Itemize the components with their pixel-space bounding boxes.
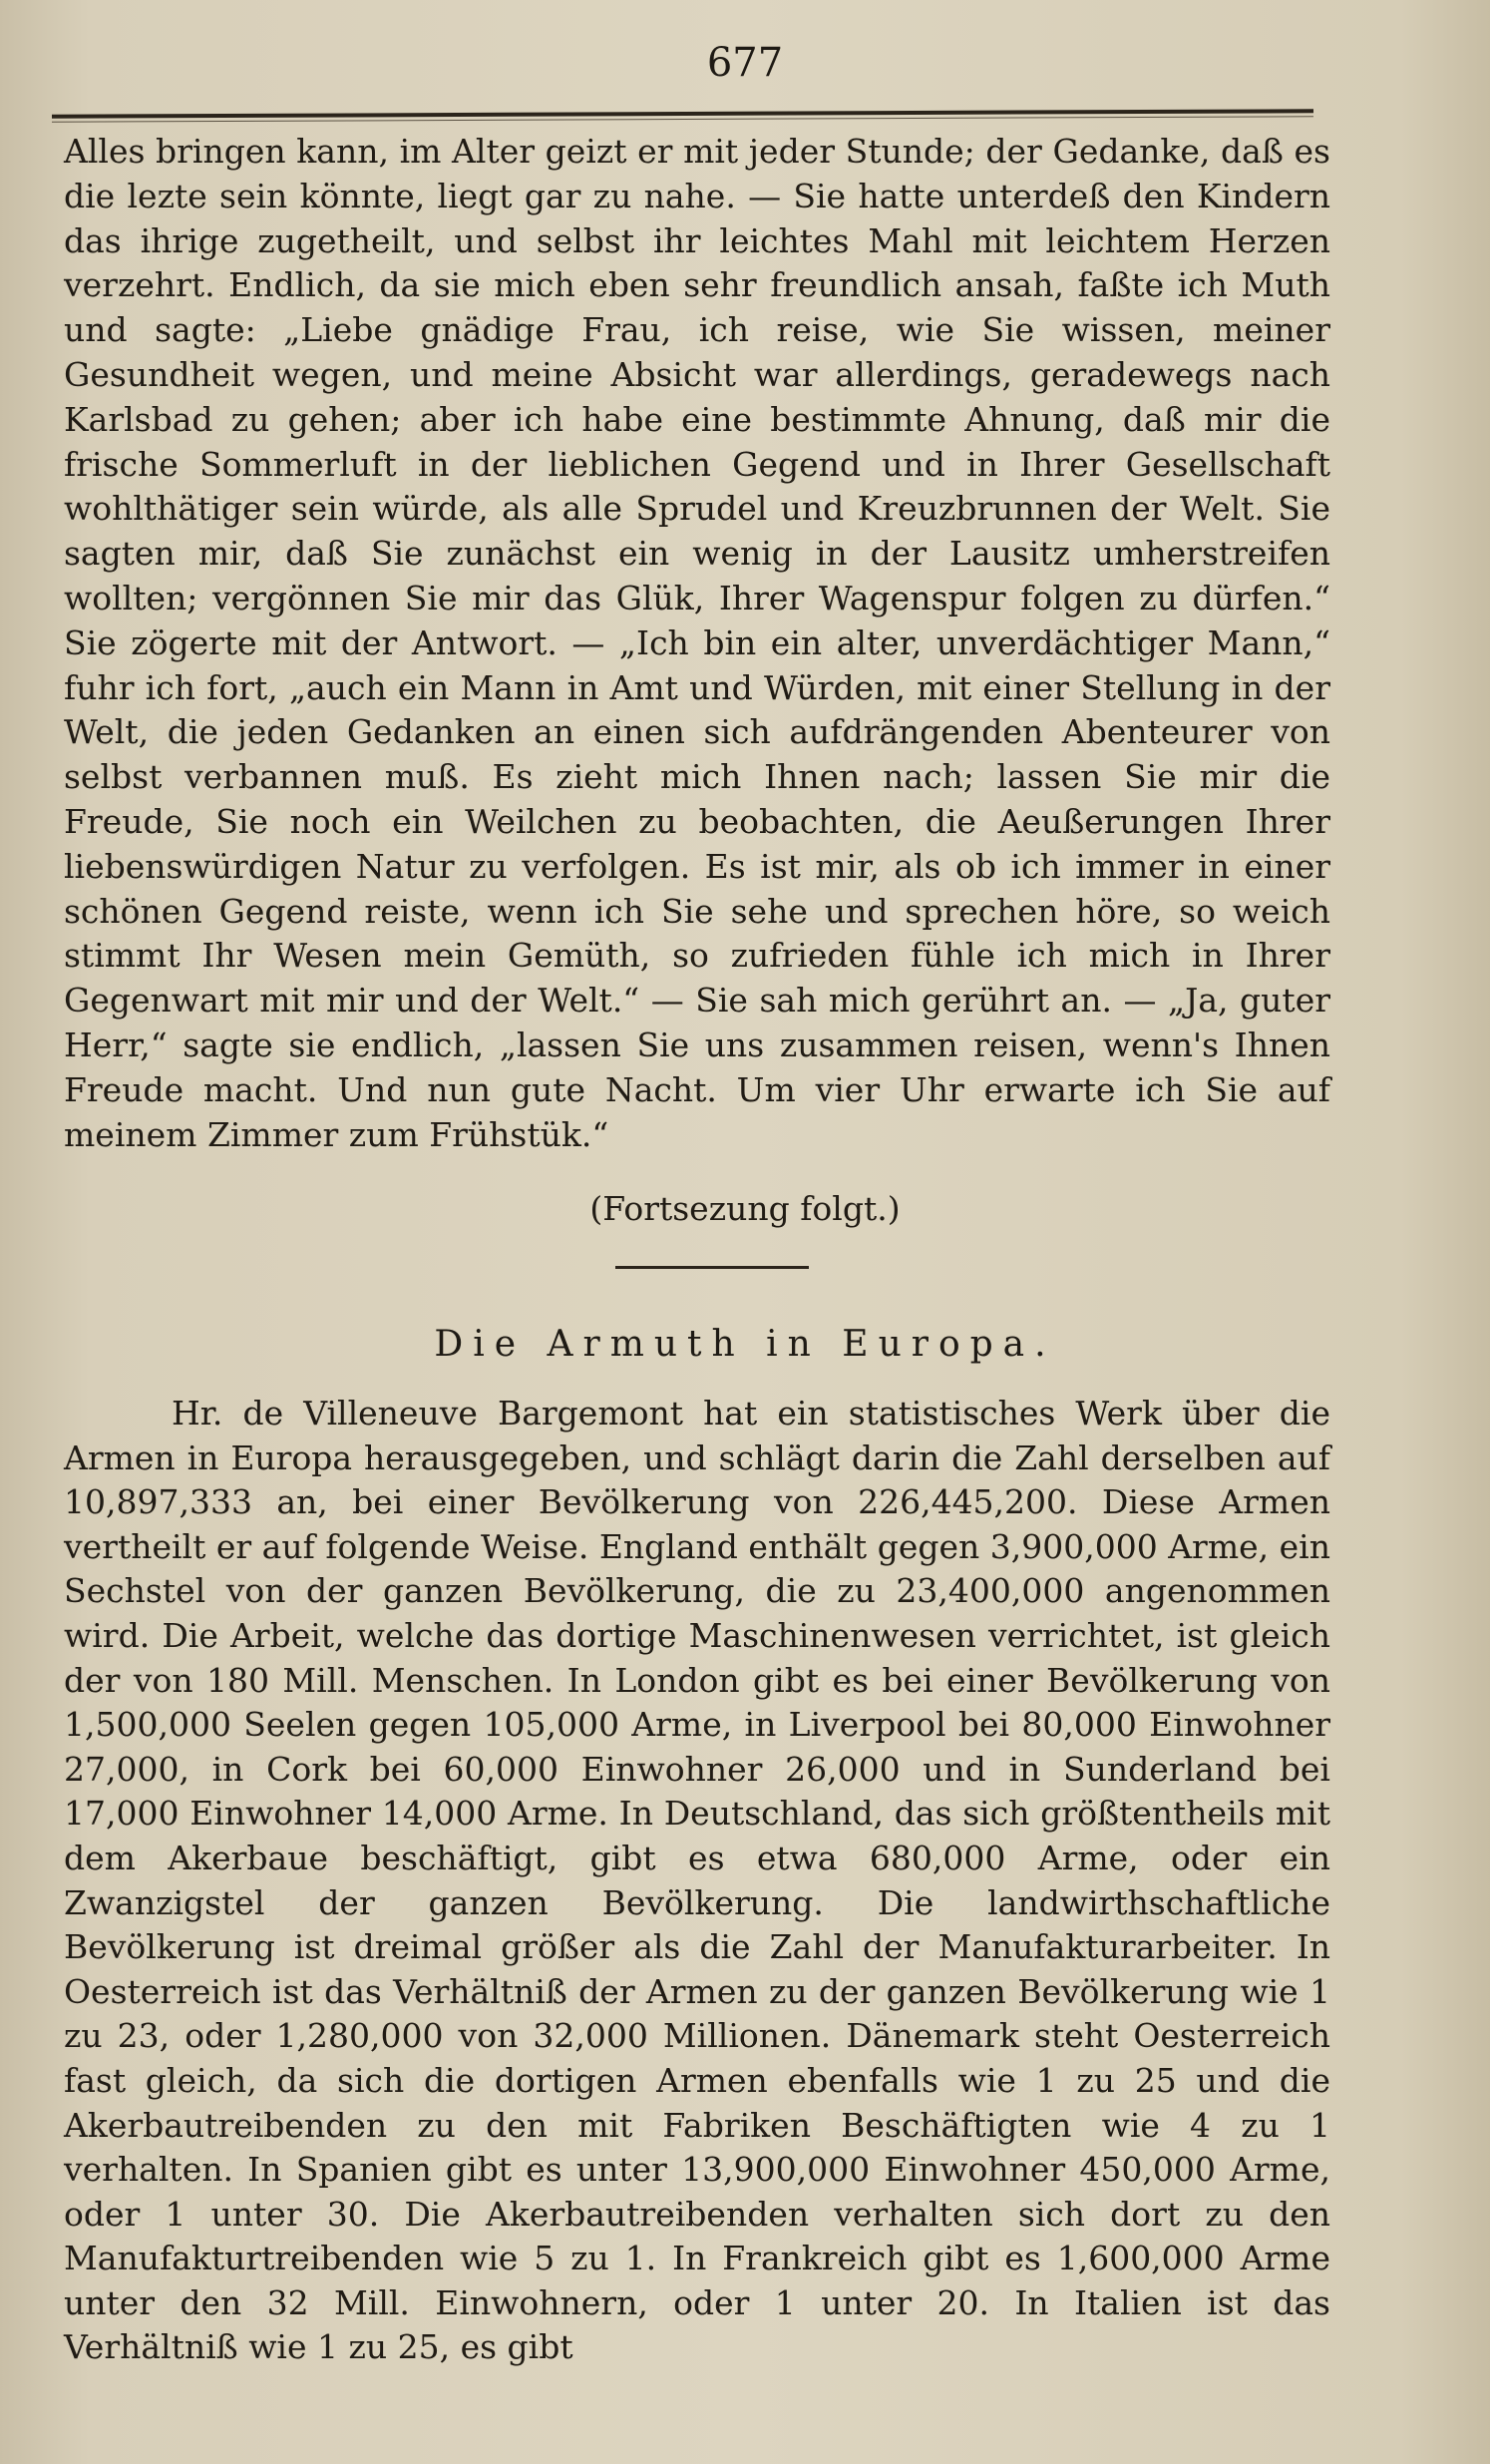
article-text: Hr. de Villeneuve Bargemont hat ein statistisches Werk über die Armen in Europa herausgegeben, und schlägt darin die Zahl derselben auf 10,897,333 an, bei einer Bevölkerung von 226,445,200. Diese Armen vertheilt er auf folgende Weise. England enthält gegen 3,900,000 Arme, ein Sechstel von der ganzen Bevölkerung, die zu 23,400,000 angenommen wird. Die Arbeit, welche das dortige Maschinenwesen verrichtet, ist gleich der von 180 Mill. Menschen. In London gibt es bei einer Bevölkerung von 1,500,000 Seelen gegen 105,000 Arme, in Liverpool bei 80,000 Einwohner 27,000, in Cork bei 60,000 Einwohner 26,000 und in Sunderland bei 17,000 Einwohner 14,000 Arme. In Deutschland, das sich größtentheils mit dem Akerbaue beschäftigt, gibt es etwa 680,000 Arme, oder ein Zwanzigstel der ganzen Bevölkerung. Die landwirthschaftliche Bevölkerung ist dreimal größer als die Zahl der Manufakturarbeiter. In Oesterreich ist das Verhältniß der Armen zu der ganzen Bevölkerung wie 1 zu 23, oder 1,280,000 von 32,000 Millionen. Dänemark steht Oesterreich fast gleich, da sich die dortigen Armen ebenfalls wie 1 zu 25 und die Akerbautreibenden zu den mit Fabriken Beschäftigten wie 4 zu 1 verhalten. In Spanien gibt es unter 13,900,000 Einwohner 450,000 Arme, oder 1 unter 30. Die Akerbautreibenden verhalten sich dort zu den Manufakturtreibenden wie 5 zu 1. In Frankreich gibt es 1,600,000 Arme unter den 32 Mill. Einwohnern, oder 1 unter 20. In Italien ist das Verhältniß wie 1 zu 25, es gibt [64,1394,1330,2367]
article-title: Die Armuth in Europa. [434,1324,1056,1365]
story-text: Alles bringen kann, im Alter geizt er mit jeder Stunde; der Gedanke, daß es die lezte sein könnte, liegt gar zu nahe. — Sie hatte unterdeß den Kindern das ihrige zugetheilt, und selbst ihr leichtes Mahl mit leichtem Herzen verzehrt. Endlich, da sie mich eben sehr freundlich ansah, faßte ich Muth und sagte: „Liebe gnädige Frau, ich reise, wie Sie wissen, meiner Gesundheit wegen, und meine Absicht war allerdings, geradewegs nach Karlsbad zu gehen; aber ich habe eine bestimmte Ahnung, daß mir die frische Sommerluft in der lieblichen Gegend und in Ihrer Gesellschaft wohlthätiger sein würde, als alle Sprudel und Kreuzbrunnen der Welt. Sie sagten mir, daß Sie zunächst ein wenig in der Lausitz umherstreifen wollten; vergönnen Sie mir das Glük, Ihrer Wagenspur folgen zu dürfen.“ Sie zögerte mit der Antwort. — „Ich bin ein alter, unverdächtiger Mann,“ fuhr ich fort, „auch ein Mann in Amt und Würden, mit einer Stellung in der Welt, die jeden Gedanken an einen sich aufdrängenden Abenteurer von selbst verbannen muß. Es zieht mich Ihnen nach; lassen Sie mir die Freude, Sie noch ein Weilchen zu beobachten, die Aeußerungen Ihrer liebenswürdigen Natur zu verfolgen. Es ist mir, als ob ich immer in einer schönen Gegend reiste, wenn ich Sie sehe und sprechen höre, so weich stimmt Ihr Wesen mein Gemüth, so zufrieden fühle ich mich in Ihrer Gegenwart mit mir und der Welt.“ — Sie sah mich gerührt an. — „Ja, guter Herr,“ sagte sie endlich, „lassen Sie uns zusammen reisen, wenn's Ihnen Freude macht. Und nun gute Nacht. Um vier Uhr erwarte ich Sie auf meinem Zimmer zum Frühstük.“ [64,132,1330,1154]
section-separator [615,1266,809,1269]
story-paragraph [64,130,1330,1157]
page-number: 677 [706,40,784,86]
continuation-note: (Fortsezung folgt.) [589,1189,901,1228]
article-paragraph [64,1392,1330,2370]
